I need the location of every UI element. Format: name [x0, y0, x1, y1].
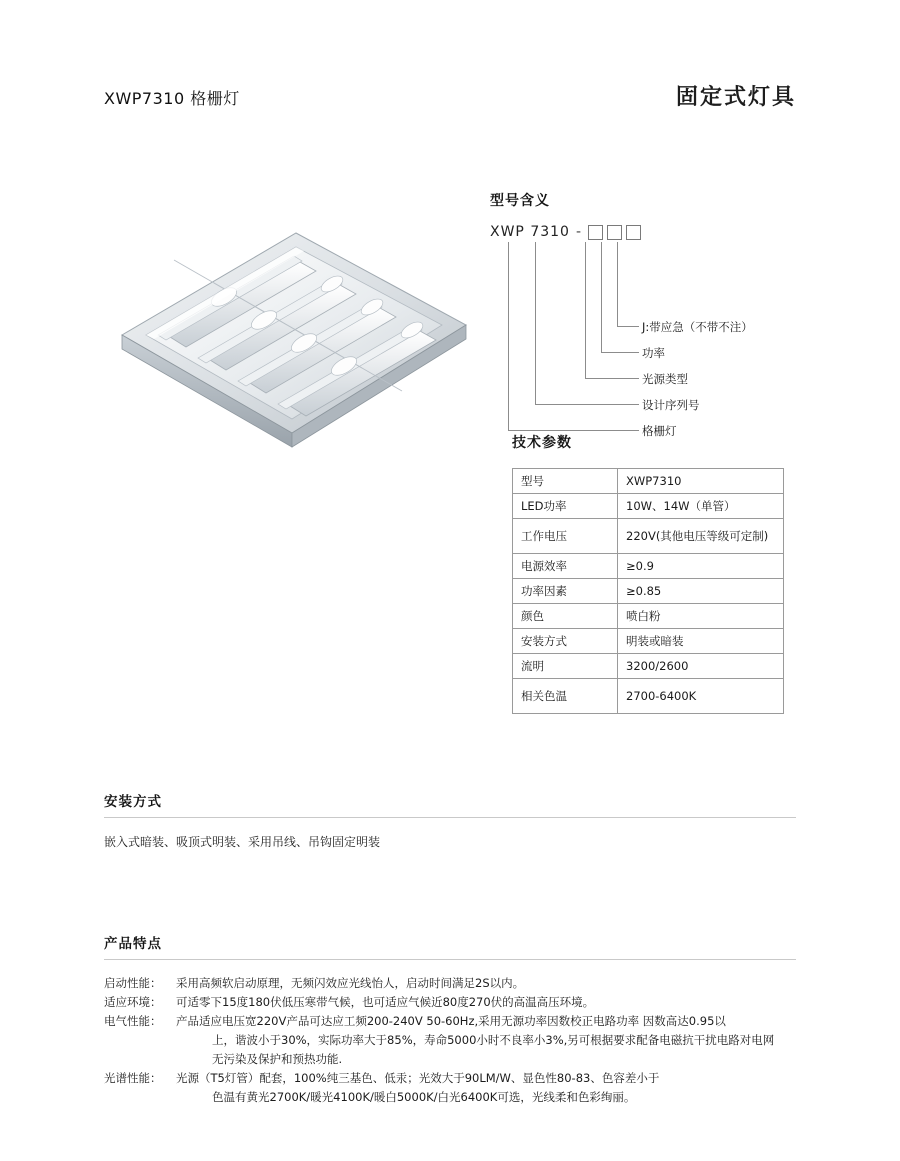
tech-key-1: LED功率 [513, 494, 618, 519]
product-image [104, 185, 484, 475]
install-text: 嵌入式暗装、吸顶式明装、采用吊线、吊钩固定明装 [104, 835, 381, 849]
table-row [513, 469, 784, 494]
feature-text-1: 可适零下15度180伏低压寒带气候，也可适应气候近80度270伏的高温高压环境。 [176, 994, 595, 1009]
tech-value-6: 明装或暗装 [618, 629, 784, 654]
tech-key-7: 流明 [513, 654, 618, 679]
tech-params-section [512, 432, 802, 714]
table-row [513, 654, 784, 679]
model-code-box-3 [626, 225, 641, 240]
tech-value-8: 2700-6400K [618, 679, 784, 714]
model-label-1: 功率 [642, 346, 665, 360]
tech-key-8: 相关色温 [513, 679, 618, 714]
page-category: 固定式灯具 [675, 85, 796, 110]
table-row [513, 579, 784, 604]
feature-item [104, 993, 796, 1012]
feature-text-2c: 无污染及保护和预热功能. [212, 1051, 343, 1066]
table-row [513, 679, 784, 714]
table-row [513, 604, 784, 629]
tech-key-2: 工作电压 [513, 519, 618, 554]
features-title: 产品特点 [104, 932, 796, 960]
feature-text-3b: 色温有黄光2700K/暖光4100K/暖白5000K/白光6400K可选，光线柔和色彩绚丽。 [212, 1089, 636, 1104]
feature-label-1: 适应环境： [104, 994, 162, 1009]
page-title: XWP7310 格栅灯 [104, 89, 240, 108]
feature-item [104, 1069, 796, 1107]
model-code-dash: - [575, 224, 583, 240]
model-code-box-1 [588, 225, 603, 240]
tech-value-4: ≥0.85 [618, 579, 784, 604]
tech-value-7: 3200/2600 [618, 654, 784, 679]
feature-label-3: 光谱性能： [104, 1070, 162, 1085]
tech-params-table [512, 468, 784, 714]
install-section [104, 790, 796, 853]
tech-key-4: 功率因素 [513, 579, 618, 604]
tech-params-title: 技术参数 [512, 435, 572, 451]
features-section [104, 932, 796, 1107]
feature-item [104, 974, 796, 993]
tech-key-3: 电源效率 [513, 554, 618, 579]
feature-text-3: 光源（T5灯管）配套，100%纯三基色、低汞；光效大于90LM/W、显色性80-83、色容差小于 [176, 1070, 660, 1085]
model-label-0: J:带应急（不带不注） [642, 320, 753, 334]
feature-label-0: 启动性能： [104, 976, 162, 990]
table-row [513, 629, 784, 654]
feature-text-0: 采用高频软启动原理，无频闪效应光线怡人，启动时间满足2S以内。 [176, 976, 525, 990]
tech-key-6: 安装方式 [513, 629, 618, 654]
model-meaning-diagram [490, 242, 790, 437]
model-code-prefix: XWP 7310 [490, 224, 570, 240]
model-code-box-2 [607, 225, 622, 240]
model-label-4: 格栅灯 [642, 424, 677, 438]
feature-text-2: 产品适应电压宽220V产品可达应工频200-240V 50-60Hz,采用无源功率因数校正电路功率 因数高达0.95以 [176, 1013, 726, 1028]
features-body [104, 974, 796, 1107]
model-meaning-section [490, 190, 790, 437]
model-label-2: 光源类型 [642, 372, 688, 386]
model-meaning-title: 型号含义 [490, 193, 550, 209]
model-code [490, 224, 790, 240]
tech-value-2: 220V(其他电压等级可定制) [618, 519, 784, 554]
feature-text-2b: 上，谐波小于30%，实际功率大于85%，寿命5000小时不良率小3%,另可根据要求配备电磁抗干扰电路对电网 [212, 1032, 775, 1047]
model-label-3: 设计序列号 [642, 398, 700, 412]
page-header [104, 80, 796, 111]
tech-key-0: 型号 [513, 469, 618, 494]
tech-value-5: 喷白粉 [618, 604, 784, 629]
tech-value-1: 10W、14W（单管） [618, 494, 784, 519]
tech-key-5: 颜色 [513, 604, 618, 629]
tech-value-0: XWP7310 [618, 469, 784, 494]
install-title: 安装方式 [104, 790, 796, 818]
tech-value-3: ≥0.9 [618, 554, 784, 579]
table-row [513, 494, 784, 519]
table-row [513, 554, 784, 579]
table-row [513, 519, 784, 554]
feature-item [104, 1012, 796, 1069]
feature-label-2: 电气性能： [104, 1013, 162, 1028]
